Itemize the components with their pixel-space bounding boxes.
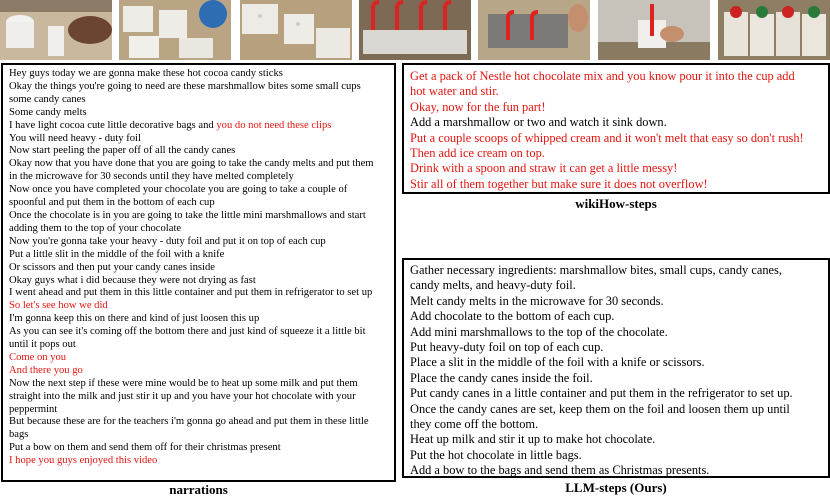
narration-line — [9, 442, 388, 455]
llm-step-line — [410, 340, 822, 355]
narration-line — [9, 158, 388, 171]
llm-step-line — [410, 309, 822, 324]
narration-line-text: Or scissors and then put your candy canes inside — [9, 261, 215, 273]
llm-step-line-text: Place the candy canes inside the foil. — [410, 370, 593, 385]
narration-line-text: Okay the things you're going to need are these marshmallow bites some small cups — [9, 80, 361, 92]
video-frame-3 — [240, 0, 352, 60]
llm-step-line — [410, 386, 822, 401]
narration-line — [9, 378, 388, 391]
narration-line — [9, 68, 388, 81]
narrations-box — [1, 63, 396, 482]
narration-line-text: bags — [9, 429, 29, 441]
narration-line — [9, 429, 388, 442]
llm-step-line — [410, 402, 822, 417]
narration-line-text: in the microwave for 30 seconds until they have melted completely — [9, 171, 294, 183]
narration-line — [9, 184, 388, 197]
narration-line — [9, 391, 388, 404]
wikihow-step-line-text: Stir all of them together but make sure it does not overflow! — [410, 176, 708, 191]
narration-line — [9, 94, 388, 107]
narration-line — [9, 145, 388, 158]
llm-step-line-text: Once the candy canes are set, keep them on the foil and loosen them up until — [410, 401, 790, 416]
wikihow-step-line-text: Add a marshmallow or two and watch it sink down. — [410, 115, 667, 130]
llm-step-line-text: Add mini marshmallows to the top of the chocolate. — [410, 324, 668, 339]
narration-line-text: until it pops out — [9, 339, 76, 351]
video-frames-strip — [0, 0, 830, 60]
narration-line-text: some candy canes — [9, 93, 86, 105]
llm-step-line-text: Gather necessary ingredients: marshmallow bites, small cups, candy canes, — [410, 263, 782, 277]
narration-line — [9, 171, 388, 184]
llm-step-line — [410, 325, 822, 340]
llm-step-line-text: they come off the bottom. — [410, 417, 539, 432]
wikihow-step-line — [410, 69, 822, 84]
narration-line — [9, 249, 388, 262]
narration-line-text: And there you go — [9, 364, 83, 376]
video-frame-6 — [598, 0, 710, 60]
narration-line — [9, 352, 388, 365]
narration-line — [9, 197, 388, 210]
llm-step-line — [410, 355, 822, 370]
narration-line-text: So let's see how we did — [9, 300, 108, 312]
llm-step-line — [410, 371, 822, 386]
narrations-caption: narrations — [169, 482, 228, 497]
narration-line-text: I have light cocoa cute little decorative bags and — [9, 119, 217, 131]
wikihow-steps-caption: wikiHow-steps — [575, 196, 657, 211]
llm-step-line-text: Put the hot chocolate in little bags. — [410, 447, 582, 462]
llm-step-line-text: candy melts, and heavy-duty foil. — [410, 278, 576, 293]
llm-step-line-text: Add a bow to the bags and send them as Christmas presents. — [410, 463, 710, 478]
narration-line — [9, 300, 388, 313]
wikihow-step-line-text: Then add ice cream on top. — [410, 146, 545, 161]
narration-line-text: I hope you guys enjoyed this video — [9, 455, 158, 467]
narration-line-text: Now start peeling the paper off of all the candy canes — [9, 145, 236, 157]
wikihow-step-line — [410, 161, 822, 176]
llm-step-line-text: Place a slit in the middle of the foil with a knife or scissors. — [410, 355, 705, 370]
narration-line-text: Now the next step if these were mine would be to heat up some milk and put them — [9, 377, 358, 389]
narration-line — [9, 210, 388, 223]
llm-step-line — [410, 417, 822, 432]
narration-line-text: I went ahead and put them in this little container and put them in refrigerator to set up — [9, 287, 373, 299]
narration-line-highlight: you do not need these clips — [216, 119, 332, 131]
llm-step-line — [410, 294, 822, 309]
llm-step-line — [410, 448, 822, 463]
narration-line — [9, 455, 388, 468]
narration-line-text: Put a bow on them and send them off for their christmas present — [9, 442, 281, 454]
narration-line — [9, 275, 388, 288]
narration-line-text: Some candy melts — [9, 106, 87, 118]
narration-line-text: Hey guys today we are gonna make these hot cocoa candy sticks — [9, 68, 283, 79]
narration-line — [9, 404, 388, 417]
video-frame-1 — [0, 0, 112, 60]
narration-line-text: You will need heavy - duty foil — [9, 132, 141, 144]
wikihow-step-line-text: Put a couple scoops of whipped cream and it won't melt that easy so don't rush! — [410, 130, 804, 145]
wikihow-step-line — [410, 177, 822, 192]
narration-line-text: I'm gonna keep this on there and kind of just loosen this up — [9, 313, 260, 325]
wikihow-step-line-text: hot water and stir. — [410, 84, 499, 99]
narration-line — [9, 236, 388, 249]
llm-step-line-text: Heat up milk and stir it up to make hot chocolate. — [410, 432, 656, 447]
wikihow-step-line — [410, 131, 822, 146]
narration-line-text: Now once you have completed your chocolate you are going to take a couple of — [9, 184, 348, 196]
narration-line-text: Now you're gonna take your heavy - duty foil and put it on top of each cup — [9, 235, 326, 247]
narration-line — [9, 223, 388, 236]
narration-line — [9, 81, 388, 94]
narration-line-text: Come on you — [9, 351, 67, 363]
narration-line-text: As you can see it's coming off the bottom there and just kind of squeeze it a little bit — [9, 326, 366, 338]
wikihow-step-line-text: Okay, now for the fun part! — [410, 99, 546, 114]
narration-line — [9, 287, 388, 300]
llm-step-line-text: Put candy canes in a little container and put them in the refrigerator to set up. — [410, 386, 793, 401]
llm-step-line — [410, 463, 822, 478]
llm-step-line — [410, 263, 822, 278]
llm-steps-box — [402, 258, 830, 478]
narration-line-text: Put a little slit in the middle of the foil with a knife — [9, 248, 225, 260]
narration-line-text: straight into the milk and just stir it up and you have your hot chocolate with your — [9, 390, 356, 402]
wikihow-step-line — [410, 115, 822, 130]
wikihow-step-line — [410, 100, 822, 115]
llm-step-line-text: Melt candy melts in the microwave for 30 seconds. — [410, 293, 664, 308]
narration-line — [9, 416, 388, 429]
narration-line-text: spoonful and put them in the bottom of each cup — [9, 197, 215, 209]
llm-step-line-text: Add chocolate to the bottom of each cup. — [410, 309, 615, 324]
video-frame-5 — [478, 0, 590, 60]
wikihow-step-line — [410, 146, 822, 161]
llm-steps-caption: LLM-steps (Ours) — [565, 480, 667, 495]
wikihow-steps-box — [402, 63, 830, 194]
narration-line — [9, 365, 388, 378]
narration-line — [9, 326, 388, 339]
narration-line — [9, 133, 388, 146]
narration-line-text: peppermint — [9, 403, 58, 415]
llm-step-line-text: Put heavy-duty foil on top of each cup. — [410, 340, 604, 355]
narration-line-text: Okay now that you have done that you are going to take the candy melts and put them — [9, 158, 374, 170]
narration-line — [9, 339, 388, 352]
narration-line — [9, 313, 388, 326]
wikihow-step-line-text: Drink with a spoon and straw it can get a little messy! — [410, 161, 678, 176]
video-frame-4 — [359, 0, 471, 60]
video-frame-2 — [119, 0, 231, 60]
narration-line — [9, 262, 388, 275]
wikihow-step-line — [410, 84, 822, 99]
video-frame-7 — [718, 0, 830, 60]
llm-step-line — [410, 278, 822, 293]
narration-line-text: Once the chocolate is in you are going to take the little mini marshmallows and start — [9, 209, 366, 221]
narration-line-text: But because these are for the teachers i'm gonna go ahead and put them in these little — [9, 416, 369, 428]
llm-step-line — [410, 432, 822, 447]
wikihow-step-line-text: Get a pack of Nestle hot chocolate mix and you know pour it into the cup add — [410, 69, 795, 83]
narration-line — [9, 107, 388, 120]
narration-line-text: adding them to the top of your chocolate — [9, 222, 182, 234]
narration-line — [9, 120, 388, 133]
narration-line-text: Okay guys what i did because they were not drying as fast — [9, 274, 256, 286]
